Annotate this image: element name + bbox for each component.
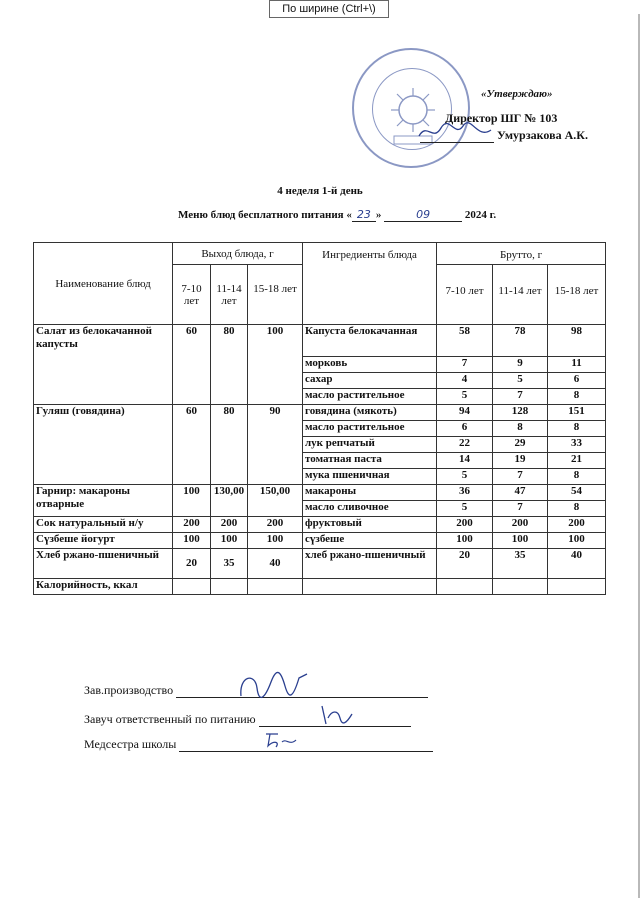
signature-line — [179, 739, 433, 752]
brutto-cell: 5 — [437, 389, 493, 405]
brutto-cell: 7 — [493, 501, 548, 517]
signature-label: Зав.производство — [84, 683, 174, 697]
ingredient-name: макароны — [303, 485, 437, 501]
menu-month: 09 — [384, 208, 462, 222]
brutto-cell: 151 — [548, 405, 606, 421]
signature-nutrition — [84, 712, 411, 727]
brutto-cell: 58 — [437, 325, 493, 357]
ingredient-name: мука пшеничная — [303, 469, 437, 485]
fit-width-tooltip: По ширине (Ctrl+\) — [269, 0, 389, 18]
dish-name: Гарнир: макароны отварные — [34, 485, 173, 517]
brutto-cell: 19 — [493, 453, 548, 469]
output-cell: 100 — [173, 533, 211, 549]
brutto-cell: 35 — [493, 549, 548, 579]
table-row — [34, 579, 606, 595]
brutto-cell: 21 — [548, 453, 606, 469]
brutto-cell: 14 — [437, 453, 493, 469]
dish-name: Сүзбеше йогурт — [34, 533, 173, 549]
brutto-cell: 100 — [437, 533, 493, 549]
table-row — [34, 549, 606, 579]
approval-label: «Утверждаю» — [481, 88, 553, 100]
output-age-11-14: 11-14 лет — [211, 265, 248, 325]
brutto-cell: 100 — [493, 533, 548, 549]
ingredient-name: фруктовый — [303, 517, 437, 533]
ingredient-name: сүзбеше — [303, 533, 437, 549]
output-cell: 40 — [248, 549, 303, 579]
brutto-cell: 98 — [548, 325, 606, 357]
brutto-cell: 9 — [493, 357, 548, 373]
output-cell: 60 — [173, 325, 211, 405]
brutto-cell: 5 — [437, 501, 493, 517]
brutto-cell: 94 — [437, 405, 493, 421]
ingredient-name — [303, 579, 437, 595]
menu-table — [33, 242, 606, 595]
menu-year: 2024 г. — [464, 209, 497, 221]
dish-name: Сок натуральный н/у — [34, 517, 173, 533]
table-row — [34, 533, 606, 549]
output-cell — [211, 579, 248, 595]
output-cell — [173, 579, 211, 595]
output-cell: 80 — [211, 405, 248, 485]
brutto-cell: 4 — [437, 373, 493, 389]
brutto-cell: 7 — [493, 469, 548, 485]
table-row — [34, 325, 606, 357]
output-cell: 100 — [211, 533, 248, 549]
output-cell — [248, 579, 303, 595]
output-cell: 150,00 — [248, 485, 303, 517]
nurse-signature — [262, 730, 302, 750]
menu-title — [178, 208, 496, 222]
production-signature — [235, 668, 315, 702]
output-cell: 35 — [211, 549, 248, 579]
brutto-cell: 22 — [437, 437, 493, 453]
official-stamp — [352, 48, 470, 168]
menu-day: 23 — [352, 208, 376, 222]
ingredient-name: хлеб ржано-пшеничный — [303, 549, 437, 579]
brutto-cell: 5 — [493, 373, 548, 389]
output-cell: 90 — [248, 405, 303, 485]
output-cell: 100 — [248, 533, 303, 549]
brutto-cell — [493, 579, 548, 595]
ingredient-name: масло растительное — [303, 421, 437, 437]
brutto-cell: 8 — [548, 469, 606, 485]
column-header-brutto: Брутто, г — [437, 243, 606, 265]
brutto-cell: 47 — [493, 485, 548, 501]
output-cell: 80 — [211, 325, 248, 405]
output-cell: 100 — [173, 485, 211, 517]
brutto-cell: 20 — [437, 549, 493, 579]
output-cell: 200 — [173, 517, 211, 533]
output-cell: 100 — [248, 325, 303, 405]
table-row — [34, 517, 606, 533]
ingredient-name: лук репчатый — [303, 437, 437, 453]
ingredient-name: томатная паста — [303, 453, 437, 469]
brutto-cell: 7 — [437, 357, 493, 373]
output-cell: 130,00 — [211, 485, 248, 517]
dish-name: Салат из белокачанной капусты — [34, 325, 173, 405]
brutto-cell — [437, 579, 493, 595]
director-title: Директор ШГ № 103 — [445, 111, 558, 125]
brutto-cell: 100 — [548, 533, 606, 549]
week-day-heading: 4 неделя 1-й день — [277, 185, 363, 197]
brutto-cell: 200 — [493, 517, 548, 533]
ingredient-name: масло растительное — [303, 389, 437, 405]
brutto-cell: 11 — [548, 357, 606, 373]
ingredient-name: Капуста белокачанная — [303, 325, 437, 357]
output-age-15-18: 15-18 лет — [248, 265, 303, 325]
brutto-age-7-10: 7-10 лет — [437, 265, 493, 325]
brutto-cell: 128 — [493, 405, 548, 421]
ingredient-name: масло сливочное — [303, 501, 437, 517]
brutto-age-11-14: 11-14 лет — [493, 265, 548, 325]
brutto-cell: 54 — [548, 485, 606, 501]
brutto-cell: 29 — [493, 437, 548, 453]
dish-name: Калорийность, ккал — [34, 579, 173, 595]
signature-nurse — [84, 737, 433, 752]
table-row — [34, 485, 606, 501]
brutto-cell: 6 — [548, 373, 606, 389]
ingredient-name: говядина (мякоть) — [303, 405, 437, 421]
brutto-cell: 200 — [548, 517, 606, 533]
output-age-7-10: 7-10 лет — [173, 265, 211, 325]
menu-title-prefix: Меню блюд бесплатного питания « — [178, 209, 352, 221]
column-header-output: Выход блюда, г — [173, 243, 303, 265]
brutto-age-15-18: 15-18 лет — [548, 265, 606, 325]
director-name: Умурзакова А.К. — [497, 128, 588, 142]
brutto-cell: 7 — [493, 389, 548, 405]
brutto-cell: 200 — [437, 517, 493, 533]
brutto-cell: 6 — [437, 421, 493, 437]
output-cell: 200 — [248, 517, 303, 533]
menu-title-mid: » — [375, 209, 382, 221]
dish-name: Гуляш (говядина) — [34, 405, 173, 485]
brutto-cell: 5 — [437, 469, 493, 485]
brutto-cell — [548, 579, 606, 595]
ingredient-name: сахар — [303, 373, 437, 389]
brutto-cell: 8 — [493, 421, 548, 437]
ingredient-name: морковь — [303, 357, 437, 373]
output-cell: 60 — [173, 405, 211, 485]
column-header-ingredients: Ингредиенты блюда — [303, 243, 437, 325]
brutto-cell: 8 — [548, 421, 606, 437]
output-cell: 20 — [173, 549, 211, 579]
nutrition-signature — [318, 702, 358, 726]
table-row — [34, 405, 606, 421]
signature-label: Завуч ответственный по питанию — [84, 712, 256, 726]
dish-name: Хлеб ржано-пшеничный — [34, 549, 173, 579]
brutto-cell: 40 — [548, 549, 606, 579]
brutto-cell: 78 — [493, 325, 548, 357]
column-header-dish: Наименование блюд — [34, 243, 173, 325]
output-cell: 200 — [211, 517, 248, 533]
brutto-cell: 36 — [437, 485, 493, 501]
brutto-cell: 8 — [548, 501, 606, 517]
director-signature — [415, 118, 495, 144]
brutto-cell: 33 — [548, 437, 606, 453]
brutto-cell: 8 — [548, 389, 606, 405]
signature-label: Медсестра школы — [84, 737, 177, 751]
